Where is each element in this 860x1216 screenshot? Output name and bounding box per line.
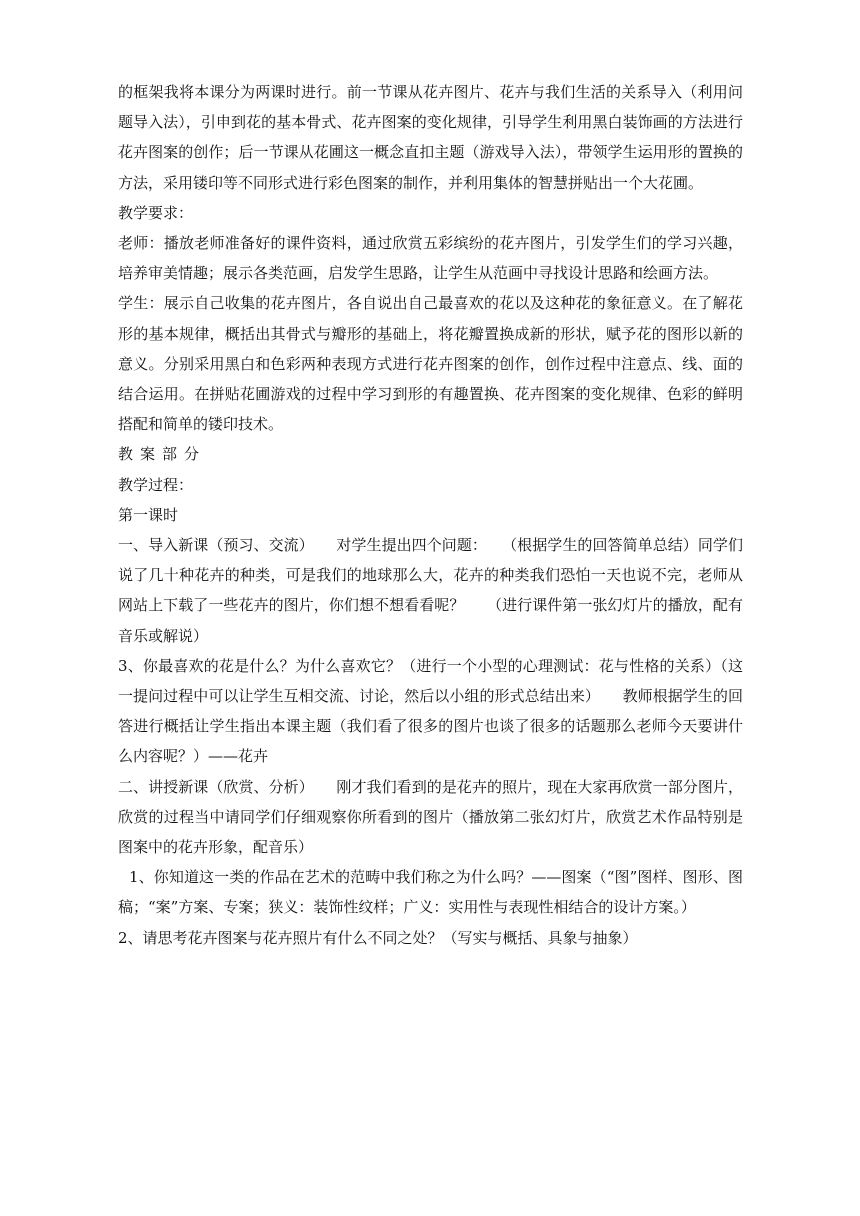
document-body [118, 77, 743, 953]
paragraph-student: 学生：展示自己收集的花卉图片，各自说出自己最喜欢的花以及这种花的象征意义。在了解花形的基本规律，概括出其骨式与瓣形的基础上，将花瓣置换成新的形状，赋予花的图形以新的意义。分别采用黑白和色彩两种表现方式进行花卉图案的创作，创作过程中注意点、线、面的结合运用。在拼贴花圃游戏的过程中学习到形的有趣置换、花卉图案的变化规律、色彩的鲜明搭配和简单的镂印技术。 [118, 294, 743, 434]
paragraph-point-1: 1、你知道这一类的作品在艺术的范畴中我们称之为什么吗？——图案（“图”图样、图形、图稿；“案”方案、专案；狭义：装饰性纹样；广义：实用性与表现性相结合的设计方案。） [118, 868, 743, 917]
heading-teaching-requirements: 教学要求： [118, 203, 194, 222]
paragraph-new-lesson: 二、讲授新课（欣赏、分析） 刚才我们看到的是花卉的照片，现在大家再欣赏一部分图片，欣赏的过程当中请同学们仔细观察你所看到的图片（播放第二张幻灯片，欣赏艺术作品特别是图案中的花卉形象，配音乐） [118, 777, 743, 857]
heading-lesson-plan-section: 教案部分 [118, 445, 207, 464]
paragraph-point-2: 2、请思考花卉图案与花卉照片有什么不同之处？（写实与概括、具象与抽象） [118, 928, 638, 947]
paragraph-intro-framework: 的框架我将本课分为两课时进行。前一节课从花卉图片、花卉与我们生活的关系导入（利用问题导入法），引申到花的基本骨式、花卉图案的变化规律，引导学生利用黑白装饰画的方法进行花卉图案的创作；后一节课从花圃这一概念直扣主题（游戏导入法），带领学生运用形的置换的方法，采用镂印等不同形式进行彩色图案的制作，并利用集体的智慧拼贴出一个大花圃。 [118, 83, 743, 192]
paragraph-teacher: 老师：播放老师准备好的课件资料，通过欣赏五彩缤纷的花卉图片，引发学生们的学习兴趣，培养审美情趣；展示各类范画，启发学生思路，让学生从范画中寻找设计思路和绘画方法。 [118, 234, 743, 283]
heading-teaching-process: 教学过程： [118, 475, 194, 494]
paragraph-introduction: 一、导入新课（预习、交流） 对学生提出四个问题： （根据学生的回答简单总结）同学们说了几十种花卉的种类，可是我们的地球那么大，花卉的种类我们恐怕一天也说不完，老师从网站上下载了一些花卉的图片，你们想不想看看呢？ （进行课件第一张幻灯片的播放，配有音乐或解说） [118, 536, 743, 645]
paragraph-question-3: 3、你最喜欢的花是什么？为什么喜欢它？（进行一个小型的心理测试：花与性格的关系）（这一提问过程中可以让学生互相交流、讨论，然后以小组的形式总结出来） 教师根据学生的回答进行概括让学生指出本课主题（我们看了很多的图片也谈了很多的话题那么老师今天要讲什么内容呢？）——花卉 [118, 656, 743, 766]
heading-first-lesson: 第一课时 [118, 505, 179, 524]
